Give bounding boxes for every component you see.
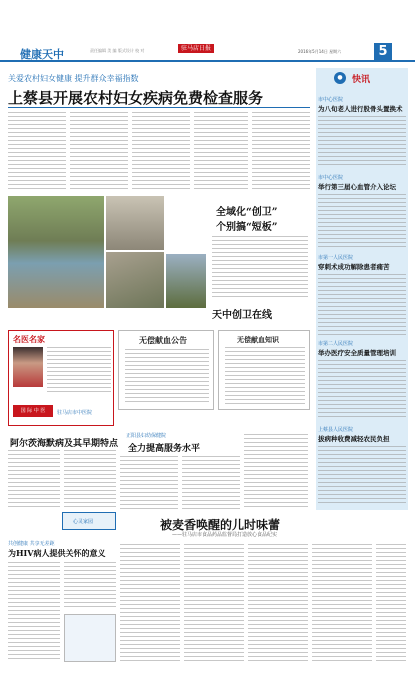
profile-box <box>8 330 114 426</box>
photo-story-title-2: 个别搞“短板” <box>216 222 278 233</box>
profile-slogan: 国 际 中 医 <box>13 405 53 417</box>
feature-body-col1 <box>120 544 180 664</box>
sidebar-label: 快讯 <box>352 75 371 85</box>
sidebar-item-body <box>318 116 406 168</box>
photo-street <box>106 196 164 250</box>
blood-knowledge-box <box>218 330 310 410</box>
profile-text <box>47 347 111 395</box>
hiv-kicker: 共创健康 共享无差距 <box>8 541 55 547</box>
sidebar-item-kicker: 市中心医院 <box>318 97 344 103</box>
photo-story-body <box>212 236 308 300</box>
lead-body-col2 <box>70 112 128 190</box>
photo-sewage-canal <box>8 196 104 308</box>
photo-story-tag: 天中创卫在线 <box>212 310 272 321</box>
profile-photo <box>13 347 43 387</box>
feature-body-col2 <box>184 544 244 664</box>
sidebar-item-kicker: 市第一人民医院 <box>318 255 354 261</box>
hiv-body-col2 <box>64 562 116 610</box>
sidebar-item-kicker: 市第二人民医院 <box>318 341 354 347</box>
header-subtitle: 责任编辑 美 编 版式设计 校 对 <box>90 48 145 53</box>
lead-divider <box>8 107 310 108</box>
blood-notice-body <box>125 349 209 405</box>
small-ad-label: 心灵家园 <box>73 519 94 525</box>
sidebar-item-title: 举行第三届心血管介入论坛 <box>318 183 396 191</box>
zhengyang-body-1 <box>120 456 178 510</box>
profile-ad: 驻马店市中医院 <box>57 410 93 416</box>
zhengyang-title: 全力提高服务水平 <box>128 444 201 454</box>
alzheimer-body-col2 <box>64 450 116 510</box>
blood-notice-box <box>118 330 214 410</box>
feature-body-col3 <box>248 544 308 664</box>
lead-body-col3 <box>132 112 190 190</box>
zhengyang-kicker: 正阳县妇幼保健院 <box>126 433 167 439</box>
sidebar-item-body <box>318 360 406 418</box>
section-title: 健康天中 <box>20 48 64 61</box>
zhengyang-body-3 <box>244 434 308 510</box>
photo-garbage <box>106 252 164 308</box>
feature-body-col4 <box>312 544 372 664</box>
sidebar-item-kicker: 市中心医院 <box>318 175 344 181</box>
blood-knowledge-body <box>225 347 305 405</box>
sidebar-item-title: 穿刺术成功解除患者痛苦 <box>318 263 390 271</box>
lead-body-col4 <box>194 112 248 190</box>
sidebar-item-title: 举办医疗安全质量管理培训 <box>318 349 396 357</box>
alzheimer-body-col1 <box>8 450 60 510</box>
hiv-info-box <box>64 614 116 662</box>
sidebar-item-kicker: 上蔡县人民医院 <box>318 427 354 433</box>
header-date: 2016年5月14日 星期六 <box>298 49 342 54</box>
blood-knowledge-title: 无偿献血知识 <box>237 336 279 344</box>
hiv-body-col1 <box>8 562 60 662</box>
alzheimer-title: 阿尔茨海默病及其早期特点 <box>10 439 119 449</box>
lead-title: 上蔡县开展农村妇女疾病免费检查服务 <box>8 89 264 107</box>
zhengyang-body-2 <box>182 456 240 510</box>
page-number: 5 <box>374 43 392 60</box>
sidebar-badge: ● <box>334 72 346 84</box>
sidebar-item-body <box>318 446 406 504</box>
sidebar-item-title: 为八旬老人进行股骨头置换术 <box>318 105 403 113</box>
page-header <box>0 43 415 63</box>
small-ad-box <box>62 512 116 530</box>
hiv-title: 为HIV病人提供关怀的意义 <box>8 548 106 558</box>
blood-notice-title: 无偿献血公告 <box>139 336 187 345</box>
sidebar <box>316 68 408 510</box>
lead-body-col1 <box>8 112 66 190</box>
feature-subtitle: ——驻马店市食品药品监督局打造放心食品纪实 <box>172 532 278 538</box>
photo-truck <box>166 254 206 308</box>
profile-title: 名医名家 <box>13 335 45 344</box>
masthead-logo: 驻马店日报 <box>178 44 214 53</box>
sidebar-item-body <box>318 274 406 336</box>
feature-title: 被麦香唤醒的儿时味蕾 <box>160 518 281 532</box>
sidebar-item-body <box>318 194 406 248</box>
photo-story-title-1: 全域化“创卫” <box>216 207 278 218</box>
sidebar-item-title: 拔病种收费减轻农民负担 <box>318 435 390 443</box>
feature-body-col5 <box>376 544 406 664</box>
lead-kicker: 关爱农村妇女健康 提升群众幸福指数 <box>8 74 139 83</box>
lead-body-col5 <box>252 112 310 190</box>
